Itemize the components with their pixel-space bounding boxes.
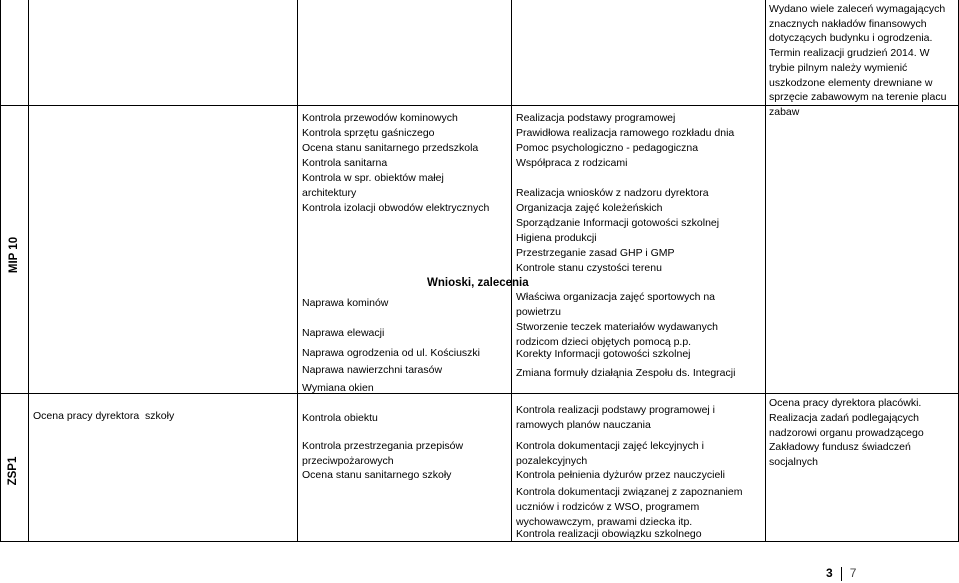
section-header: Wnioski, zalecenia (427, 277, 529, 289)
zsp-note: Zakładowy fundusz świadczeń socjalnych (769, 441, 911, 468)
recommendation-task: Korekty Informacji gotowości szkolnej (516, 348, 691, 360)
mip-item: Kontrola przewodów kominowych (302, 112, 458, 124)
mip-item: Ocena stanu sanitarnego przedszkola (302, 142, 479, 154)
mip-item: Kontrola w spr. obiektów małej architektury (302, 172, 444, 199)
recommendation-item: Naprawa nawierzchni tarasów (302, 364, 443, 376)
mip-task: Przestrzeganie zasad GHP i GMP (516, 247, 675, 259)
mip-task: Pomoc psychologiczno - pedagogiczna (516, 142, 699, 154)
recommendation-task: Zmiana formuły działąnia Zespołu ds. Integracji (516, 367, 736, 379)
recommendation-item: Naprawa ogrodzenia od ul. Kościuszki (302, 347, 481, 359)
column-divider (0, 0, 1, 542)
recommendation-task: Stworzenie teczek materiałów wydawanych rodzicom dzieci objętych pomocą p.p. (516, 321, 718, 348)
recommendation-item: Wymiana okien (302, 382, 374, 394)
zsp-item: Ocena stanu sanitarnego szkoły (302, 469, 452, 481)
mip-task: Współpraca z rodzicami (516, 157, 628, 169)
mip-task: Prawidłowa realizacja ramowego rozkładu dnia (516, 127, 735, 139)
page-total: 7 (849, 566, 857, 580)
mip-task: Realizacja wniosków z nadzoru dyrektora (516, 187, 709, 199)
page-separator (841, 567, 842, 581)
side-label-zsp: ZSP1 (7, 456, 19, 486)
zsp-item: Kontrola obiektu (302, 412, 378, 424)
zsp-evaluation: Ocena pracy dyrektora szkoły (33, 410, 175, 422)
mip-item: Kontrola izolacji obwodów elektrycznych (302, 202, 490, 214)
zsp-item: Kontrola przestrzegania przepisów przeciwpożarowych (302, 440, 464, 467)
page-number (826, 566, 856, 581)
row-divider (0, 393, 959, 394)
mip-task: Organizacja zajęć koleżeńskich (516, 202, 663, 214)
recommendation-task: Właściwa organizacja zajęć sportowych na powietrzu (516, 291, 716, 318)
column-divider (511, 0, 512, 542)
mip-item: Kontrola sprzętu gaśniczego (302, 127, 435, 139)
page-current: 3 (826, 566, 833, 580)
zsp-task: Kontrola dokumentacji zajęć lekcyjnych i pozalekcyjnych (516, 440, 704, 467)
zsp-note: Ocena pracy dyrektora placówki. (769, 397, 922, 409)
mip-task: Sporządzanie Informacji gotowości szkolnej (516, 217, 720, 229)
side-label-mip: MIP 10 (8, 236, 20, 274)
row-divider (0, 541, 959, 542)
column-divider (28, 0, 29, 542)
mip-task: Kontrole stanu czystości terenu (516, 262, 662, 274)
recommendation-item: Naprawa elewacji (302, 327, 385, 339)
zsp-task: Kontrola pełnienia dyżurów przez nauczycieli (516, 469, 725, 481)
recommendation-item: Naprawa kominów (302, 297, 389, 309)
mip-item: Kontrola sanitarna (302, 157, 388, 169)
zsp-task: Kontrola realizacji obowiązku szkolnego (516, 528, 702, 540)
column-divider (765, 0, 766, 542)
mip-task: Realizacja podstawy programowej (516, 112, 676, 124)
mip-task: Higiena produkcji (516, 232, 597, 244)
top-right-note: Wydano wiele zaleceń wymagających znacznych nakładów finansowych dotyczących budynku i ogrodzenia. Termin realizacji grudzień 2014. W trybie pilnym należy wymienić uszkodzone elementy drewniane w sprzęcie zabawowym na terenie placu zabaw (769, 3, 947, 118)
zsp-note: Realizacja zadań podlegających nadzorowi organu prowadzącego (769, 412, 924, 439)
zsp-task: Kontrola realizacji podstawy programowej i ramowych planów nauczania (516, 404, 716, 431)
column-divider (297, 0, 298, 542)
zsp-task: Kontrola dokumentacji związanej z zapoznaniem uczniów i rodziców z WSO, programem wychowawczym, prawami dziecka itp. (516, 486, 743, 528)
